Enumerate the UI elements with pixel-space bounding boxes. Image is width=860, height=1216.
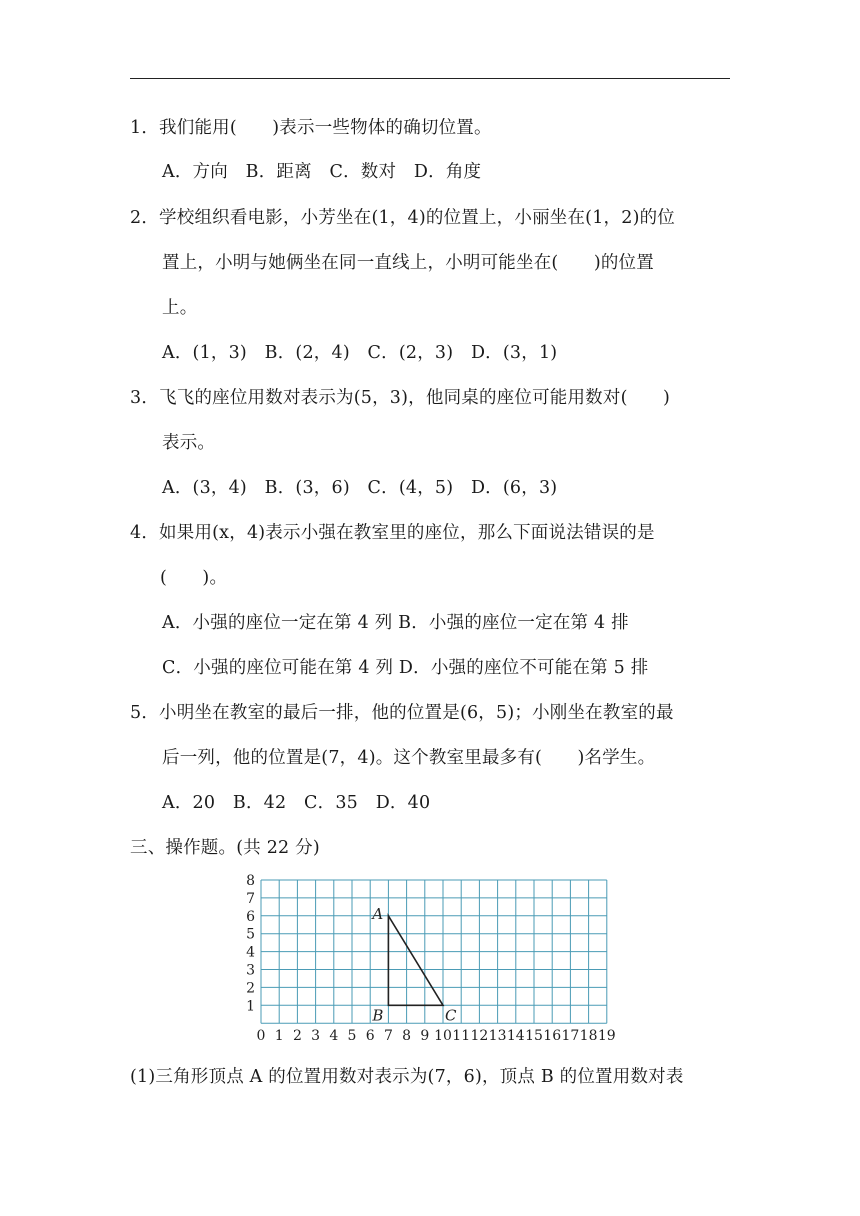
question-4-line-2: ( )。 <box>160 568 228 588</box>
x-tick-label: 19 <box>597 1028 616 1045</box>
question-number: 3． <box>130 388 160 408</box>
question-3 <box>130 386 670 410</box>
y-tick-label: 3 <box>246 962 255 979</box>
x-tick-label: 1 <box>274 1028 284 1045</box>
question-number: 1． <box>130 118 160 138</box>
top-rule <box>130 78 730 79</box>
question-text: 我们能用( )表示一些物体的确切位置。 <box>159 118 492 138</box>
question-2-options: A．(1，3) B．(2，4) C．(2，3) D．(3，1) <box>162 343 558 363</box>
vertex-label-b: B <box>372 1006 384 1025</box>
y-tick-label: 7 <box>246 890 255 907</box>
coordinate-grid <box>240 870 630 1060</box>
x-tick-label: 8 <box>402 1028 412 1045</box>
y-tick-label: 4 <box>246 944 255 961</box>
question-5 <box>130 701 674 725</box>
vertex-label-a: A <box>372 904 384 923</box>
x-tick-label: 12 <box>470 1028 489 1045</box>
y-tick-label: 6 <box>246 908 255 925</box>
x-tick-label: 15 <box>525 1028 543 1045</box>
x-tick-label: 2 <box>292 1028 302 1045</box>
question-1-options: A．方向 B．距离 C．数对 D．角度 <box>162 162 482 182</box>
x-tick-label: 5 <box>347 1028 357 1045</box>
y-tick-label: 5 <box>246 926 255 943</box>
question-4 <box>130 521 655 545</box>
question-number: 2． <box>130 208 160 228</box>
x-tick-label: 6 <box>365 1028 375 1045</box>
question-number: 5． <box>130 703 160 723</box>
grid-svg <box>240 870 630 1060</box>
question-3-line-2: 表示。 <box>162 433 216 453</box>
x-tick-label: 9 <box>420 1028 430 1045</box>
question-3-options: A．(3，4) B．(3，6) C．(4，5) D．(6，3) <box>162 478 558 498</box>
question-5-options: A．20 B．42 C．35 D．40 <box>162 793 431 813</box>
vertex-label-c: C <box>445 1006 457 1025</box>
x-tick-label: 13 <box>488 1028 507 1045</box>
x-tick-label: 0 <box>256 1028 266 1045</box>
x-tick-label: 3 <box>311 1028 321 1045</box>
question-2-line-2: 置上，小明与她俩坐在同一直线上，小明可能坐在( )的位置 <box>162 253 654 273</box>
question-5-line-2: 后一列，他的位置是(7，4)。这个教室里最多有( )名学生。 <box>162 748 656 768</box>
x-tick-label: 18 <box>579 1028 598 1045</box>
question-4-options-1: A．小强的座位一定在第 4 列 B．小强的座位一定在第 4 排 <box>162 613 629 633</box>
y-tick-label: 2 <box>246 980 255 997</box>
question-2 <box>130 206 675 230</box>
section-title: 三、操作题。(共 22 分) <box>130 838 320 858</box>
x-tick-label: 17 <box>561 1028 580 1045</box>
y-tick-label: 1 <box>246 998 255 1015</box>
question-1 <box>130 116 492 140</box>
question-4-options-2: C．小强的座位可能在第 4 列 D．小强的座位不可能在第 5 排 <box>162 658 649 678</box>
x-tick-label: 10 <box>434 1028 452 1045</box>
question-number: 4． <box>130 523 160 543</box>
question-text: 小明坐在教室的最后一排，他的位置是(6，5)；小刚坐在教室的最 <box>159 703 674 723</box>
question-text: 学校组织看电影，小芳坐在(1，4)的位置上，小丽坐在(1，2)的位 <box>159 208 675 228</box>
x-tick-label: 16 <box>543 1028 562 1045</box>
sub-question-1: (1)三角形顶点 A 的位置用数对表示为(7，6)，顶点 B 的位置用数对表 <box>130 1067 684 1087</box>
question-2-line-3: 上。 <box>162 298 198 318</box>
x-tick-label: 4 <box>329 1028 339 1045</box>
x-tick-label: 7 <box>383 1028 393 1045</box>
x-tick-label: 14 <box>506 1028 525 1045</box>
question-text: 飞飞的座位用数对表示为(5，3)，他同桌的座位可能用数对( ) <box>159 388 671 408</box>
x-tick-label: 11 <box>452 1028 471 1045</box>
triangle-abc <box>388 916 443 1006</box>
question-text: 如果用(x，4)表示小强在教室里的座位，那么下面说法错误的是 <box>159 523 655 543</box>
y-tick-label: 8 <box>246 873 255 889</box>
